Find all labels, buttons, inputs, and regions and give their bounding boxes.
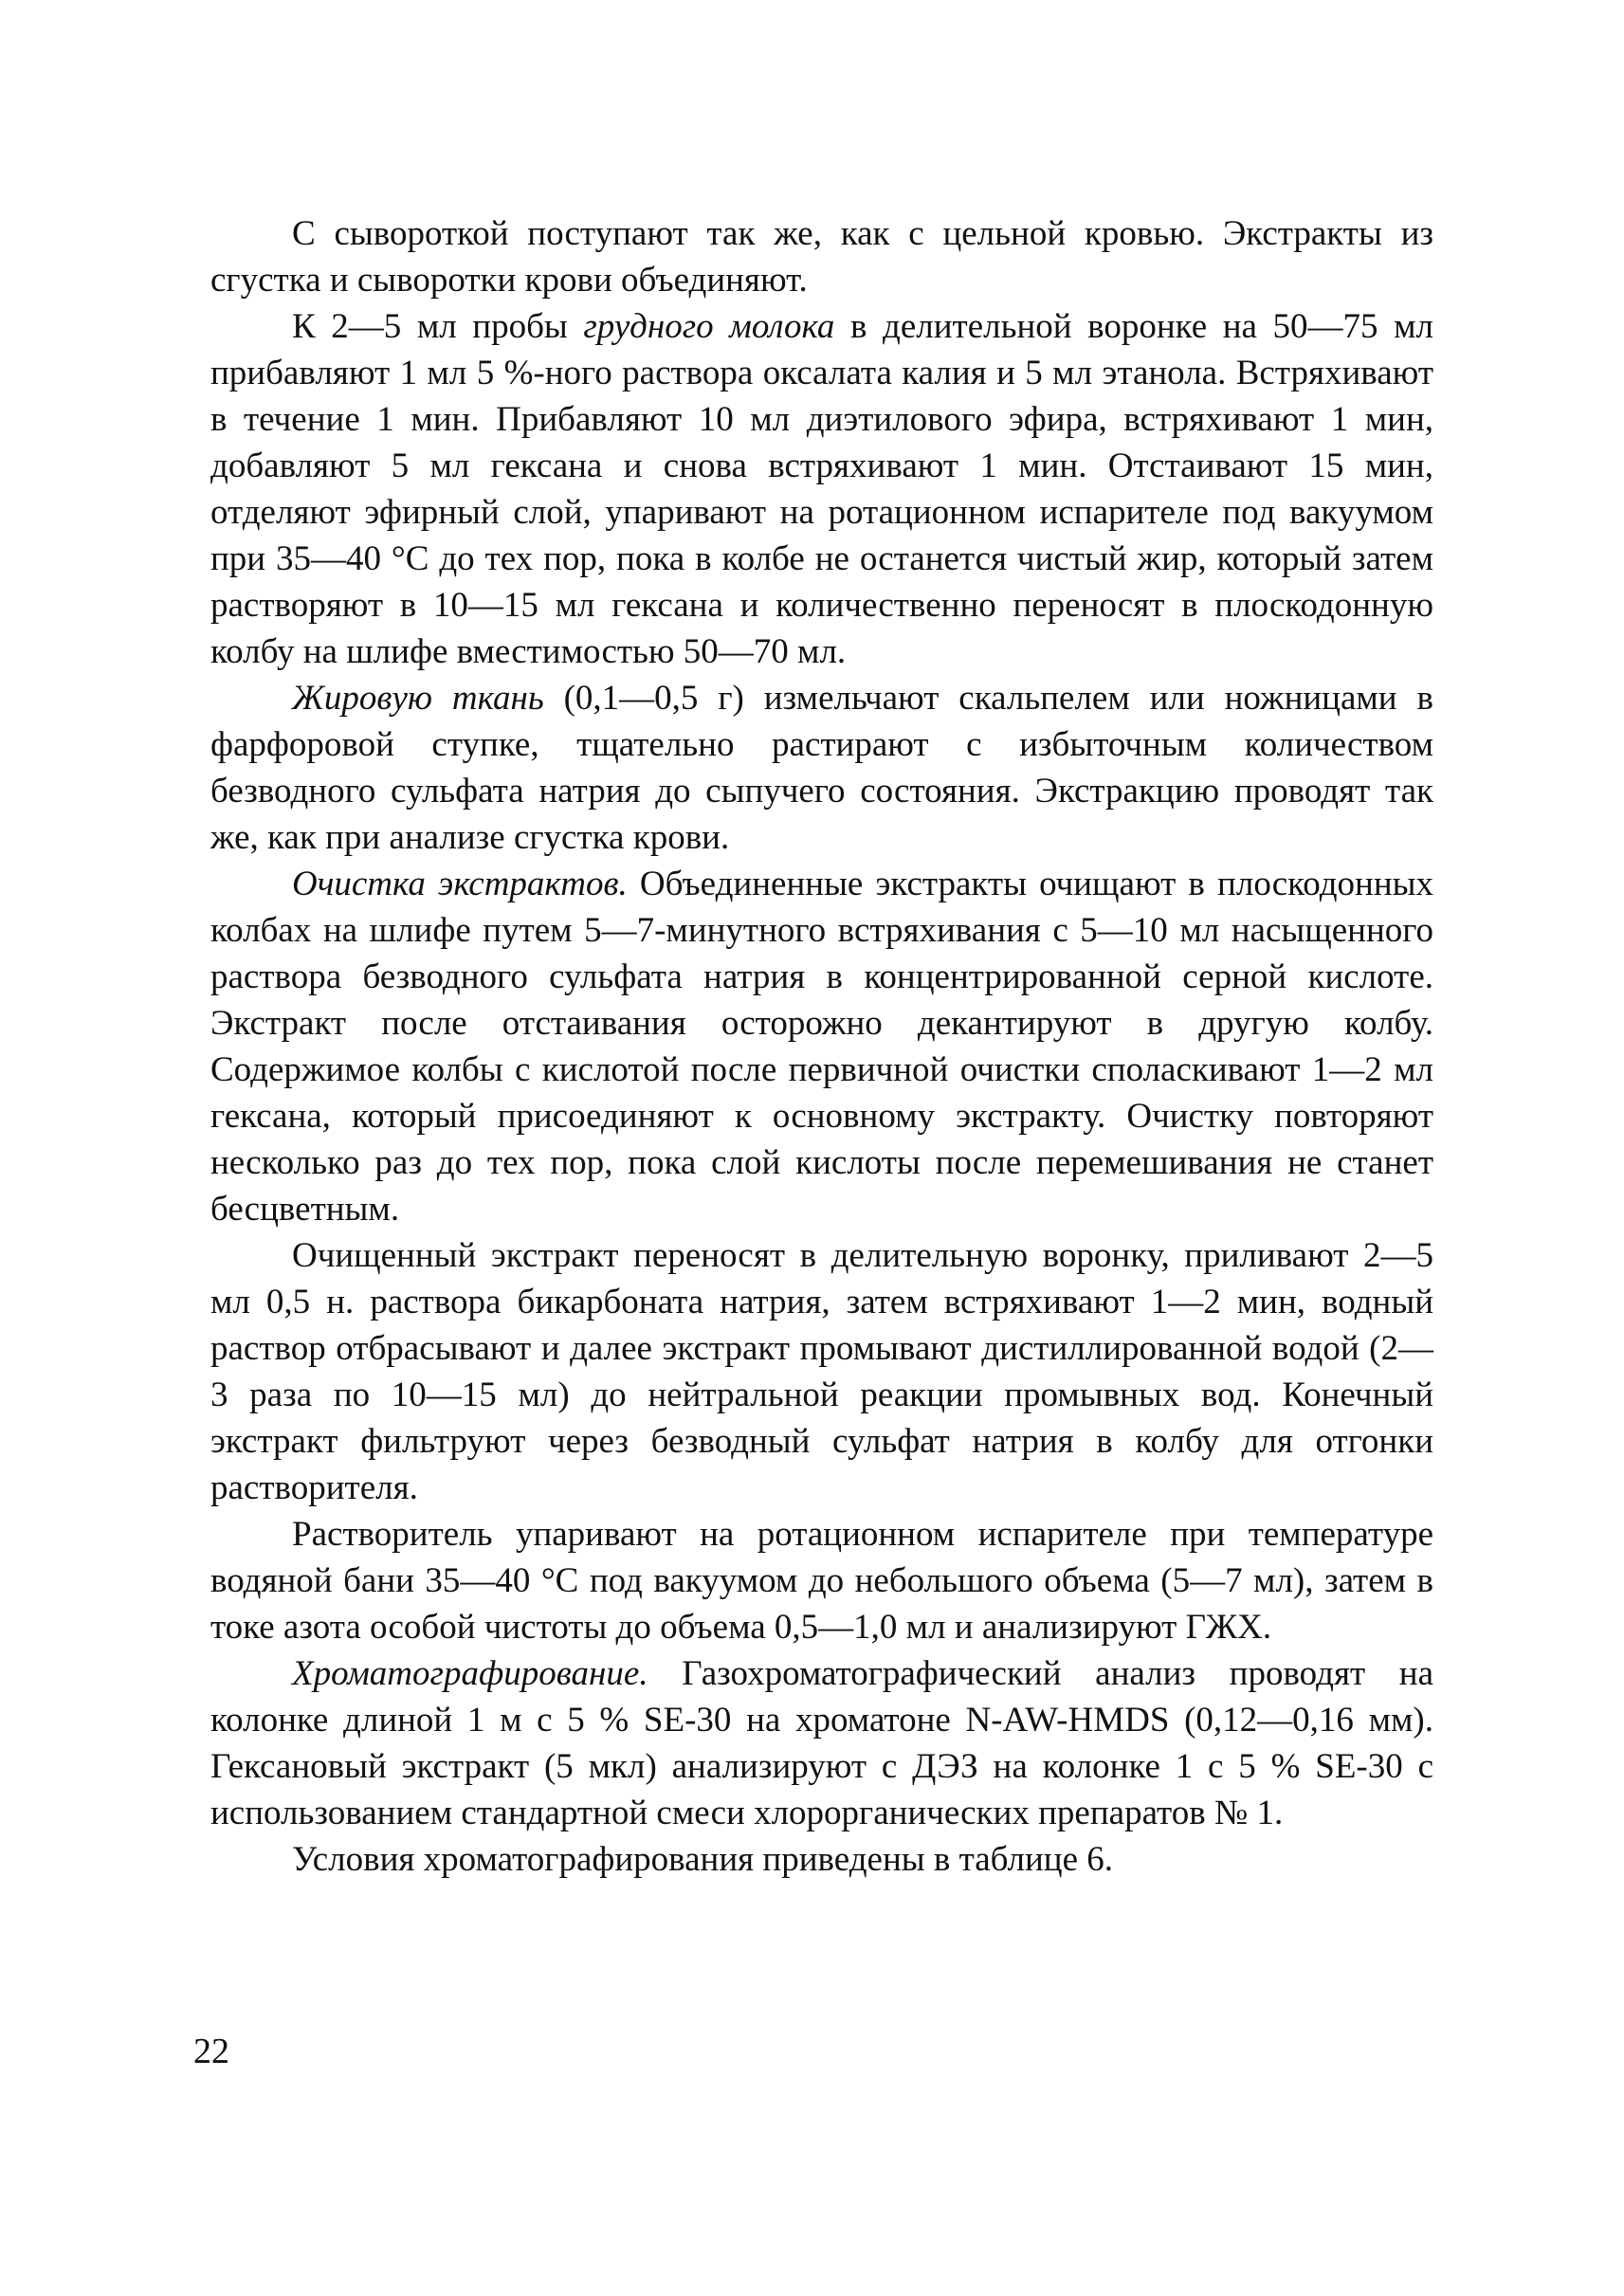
paragraph-text: Объединенные экстракты очищают в плоскодонных колбах на шлифе путем 5—7-минутного встряхивания с 5—10 мл насыщенного раствора безводного сульфата натрия в концентрированной серной кислоте. Экстракт после отстаивания осторожно декантируют в другую колбу. Содержимое колбы с кислотой после первичной очистки споласкивают 1—2 мл гексана, который присоединяют к основному экстракту. Очистку повторяют несколько раз до тех пор, пока слой кислоты после перемешивания не станет бесцветным. bbox=[210, 865, 1433, 1229]
paragraph-purified-extract bbox=[210, 1232, 1433, 1511]
paragraph-fat-tissue bbox=[210, 675, 1433, 861]
paragraph-text: Условия хроматографирования приведены в таблице 6. bbox=[292, 1840, 1114, 1879]
italic-term: Жировую ткань bbox=[292, 679, 544, 718]
body-text bbox=[210, 210, 1433, 1883]
paragraph-text: (0,1—0,5 г) измельчают скальпелем или ножницами в фарфоровой ступке, тщательно растирают с избыточным количеством безводного сульфата натрия до сыпучего состояния. Экстракцию проводят так же, как при анализе сгустка крови. bbox=[210, 679, 1433, 857]
page-number: 22 bbox=[193, 2032, 229, 2071]
paragraph-solvent-evaporation bbox=[210, 1511, 1433, 1650]
paragraph-text: Газохроматографический анализ проводят на колонке длиной 1 м с 5 % SE-30 на хроматоне N-AW-HMDS (0,12—0,16 мм). Гексановый экстракт (5 мкл) анализируют с ДЭЗ на колонке 1 с 5 % SE-30 с использованием стандартной смеси хлорорганических препаратов № 1. bbox=[210, 1654, 1433, 1832]
paragraph-text: в делительной воронке на 50—75 мл прибавляют 1 мл 5 %-ного раствора оксалата калия и 5 мл этанола. Встряхивают в течение 1 мин. Прибавляют 10 мл диэтилового эфира, встряхивают 1 мин, добавляют 5 мл гексана и снова встряхивают 1 мин. Отстаивают 15 мин, отделяют эфирный слой, упаривают на ротационном испарителе под вакуумом при 35—40 °С до тех пор, пока в колбе не останется чистый жир, который затем растворяют в 10—15 мл гексана и количественно переносят в плоскодонную колбу на шлифе вместимостью 50—70 мл. bbox=[210, 307, 1433, 671]
paragraph-lead: К 2—5 мл пробы bbox=[292, 307, 584, 346]
paragraph-text: С сывороткой поступают так же, как с цельной кровью. Экстракты из сгустка и сыворотки крови объединяют. bbox=[210, 214, 1433, 300]
paragraph-text: Растворитель упаривают на ротационном испарителе при температуре водяной бани 35—40 °С под вакуумом до небольшого объема (5—7 мл), затем в токе азота особой чистоты до объема 0,5—1,0 мл и анализируют ГЖХ. bbox=[210, 1515, 1433, 1647]
paragraph-extract-cleanup bbox=[210, 861, 1433, 1232]
italic-heading: Очистка экстрактов. bbox=[292, 865, 628, 903]
paragraph-chromatography bbox=[210, 1650, 1433, 1836]
paragraph-serum bbox=[210, 210, 1433, 303]
paragraph-breast-milk bbox=[210, 303, 1433, 675]
paragraph-conditions bbox=[210, 1836, 1433, 1883]
italic-heading: Хроматографирование. bbox=[292, 1654, 648, 1693]
paragraph-text: Очищенный экстракт переносят в делительную воронку, приливают 2—5 мл 0,5 н. раствора бикарбоната натрия, затем встряхивают 1—2 мин, водный раствор отбрасывают и далее экстракт промывают дистиллированной водой (2—3 раза по 10—15 мл) до нейтральной реакции промывных вод. Конечный экстракт фильтруют через безводный сульфат натрия в колбу для отгонки растворителя. bbox=[210, 1236, 1433, 1507]
italic-term: грудного молока bbox=[583, 307, 835, 346]
